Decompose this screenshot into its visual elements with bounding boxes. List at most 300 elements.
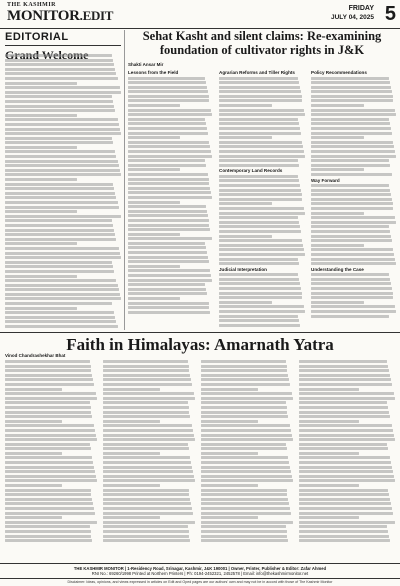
text-line — [219, 230, 301, 233]
text-line — [103, 411, 189, 414]
text-line — [5, 539, 92, 542]
text-line — [311, 168, 364, 171]
text-line — [219, 118, 298, 121]
text-line — [201, 392, 292, 395]
text-line — [128, 219, 209, 222]
text-line — [128, 187, 210, 190]
text-line — [5, 521, 97, 524]
text-line — [128, 201, 180, 204]
text-line — [128, 81, 206, 84]
text-line — [5, 169, 120, 172]
text-line — [5, 91, 121, 94]
text-line — [299, 424, 392, 427]
text-line — [299, 535, 389, 538]
text-line — [5, 397, 97, 400]
text-line — [103, 484, 160, 487]
text-line — [128, 224, 209, 227]
text-line — [299, 525, 387, 528]
text-line — [5, 128, 120, 131]
text-line — [299, 461, 391, 464]
text-line — [5, 137, 112, 140]
text-line — [5, 265, 113, 268]
text-line — [103, 461, 191, 464]
text-line — [299, 443, 387, 446]
text-line — [201, 406, 287, 409]
text-line — [5, 369, 91, 372]
text-line — [219, 164, 299, 167]
text-line — [311, 141, 393, 144]
text-line — [5, 325, 118, 328]
text-line — [299, 420, 359, 423]
feature-byline: Shakti Ansar Mir — [128, 62, 164, 67]
text-line — [5, 479, 97, 482]
text-line — [219, 296, 302, 299]
text-line — [299, 470, 393, 473]
text-line — [128, 210, 207, 213]
text-line — [128, 242, 205, 245]
text-line — [5, 302, 112, 305]
text-line — [128, 168, 180, 171]
text-line — [5, 132, 121, 135]
text-line — [5, 155, 116, 158]
text-line — [5, 316, 115, 319]
footer-disclaimer: Disclaimer: Ideas, opinions, and views expressed in articles on Edit and Oped pages are our authors' own and may not be in accord with those of The Kashmir Monitor — [0, 578, 400, 584]
text-line — [201, 447, 287, 450]
text-line — [201, 452, 258, 455]
text-line — [299, 365, 388, 368]
text-line — [5, 82, 77, 85]
text-line — [219, 175, 298, 178]
text-line — [5, 388, 62, 391]
pilgrimage-body-col-1 — [5, 360, 97, 560]
text-line — [5, 447, 91, 450]
text-line — [5, 118, 118, 121]
editorial-body — [5, 54, 121, 329]
text-line — [128, 127, 207, 130]
text-line — [311, 207, 393, 210]
text-line — [5, 196, 116, 199]
text-line — [103, 392, 194, 395]
text-line — [219, 141, 302, 144]
text-line — [128, 99, 209, 102]
text-line — [128, 251, 207, 254]
text-line — [219, 155, 305, 158]
masthead — [0, 0, 400, 29]
text-line — [219, 77, 298, 80]
text-line — [5, 383, 94, 386]
text-line — [5, 443, 90, 446]
feature-subhead: Agrarian Reforms and Tiller Rights — [219, 70, 295, 75]
text-line — [201, 502, 289, 505]
text-line — [299, 493, 389, 496]
text-line — [201, 475, 292, 478]
text-line — [311, 202, 393, 205]
text-line — [311, 113, 396, 116]
text-line — [5, 365, 91, 368]
text-line — [128, 141, 209, 144]
text-line — [311, 278, 390, 281]
text-line — [5, 123, 119, 126]
text-line — [219, 287, 301, 290]
text-line — [219, 179, 299, 182]
text-line — [311, 122, 390, 125]
text-line — [5, 411, 91, 414]
text-line — [5, 210, 77, 213]
text-line — [5, 424, 94, 427]
text-line — [128, 122, 206, 125]
text-line — [201, 365, 287, 368]
text-line — [299, 521, 395, 524]
text-line — [219, 253, 305, 256]
text-line — [103, 383, 192, 386]
text-line — [219, 305, 304, 308]
text-line — [219, 315, 298, 318]
text-line — [311, 273, 389, 276]
text-line — [103, 438, 195, 441]
text-line — [201, 397, 293, 400]
text-line — [219, 202, 272, 205]
text-line — [5, 146, 77, 149]
text-line — [219, 262, 299, 265]
text-line — [201, 443, 286, 446]
text-line — [299, 539, 390, 542]
text-line — [299, 360, 387, 363]
text-line — [219, 244, 303, 247]
text-line — [299, 502, 391, 505]
text-line — [103, 498, 190, 501]
editorial-rule — [5, 45, 121, 46]
text-line — [5, 311, 114, 314]
pilgrimage-body-col-3 — [201, 360, 293, 560]
feature-body-col-2 — [219, 69, 305, 329]
text-line — [5, 187, 114, 190]
text-line — [299, 406, 388, 409]
text-line — [219, 319, 299, 322]
text-line — [219, 258, 298, 261]
text-line — [103, 535, 189, 538]
text-line — [103, 360, 188, 363]
text-line — [5, 535, 91, 538]
text-line — [128, 145, 210, 148]
text-line — [103, 447, 189, 450]
text-line — [201, 498, 288, 501]
text-line — [219, 95, 302, 98]
text-line — [5, 238, 116, 241]
text-line — [201, 521, 293, 524]
text-line — [5, 288, 119, 291]
text-line — [5, 470, 95, 473]
text-line — [5, 484, 62, 487]
text-line — [5, 100, 113, 103]
text-line — [311, 221, 396, 224]
text-line — [201, 411, 287, 414]
column-divider — [124, 30, 125, 330]
text-line — [311, 109, 395, 112]
text-line — [299, 429, 393, 432]
text-line — [103, 374, 190, 377]
text-line — [128, 214, 208, 217]
text-line — [219, 239, 302, 242]
text-line — [5, 360, 90, 363]
pilgrimage-byline: Vinod Chandrashekhar Bhat — [5, 353, 66, 358]
text-line — [5, 516, 62, 519]
text-line — [128, 306, 209, 309]
text-line — [311, 248, 393, 251]
text-line — [201, 466, 290, 469]
text-line — [103, 388, 160, 391]
text-line — [128, 279, 212, 282]
text-line — [5, 420, 62, 423]
text-line — [5, 173, 121, 176]
text-line — [299, 507, 392, 510]
feature-subhead: Understanding the Case — [311, 266, 364, 272]
text-line — [311, 118, 389, 121]
text-line — [219, 104, 272, 107]
text-line — [128, 150, 211, 153]
text-line — [219, 282, 300, 285]
text-line — [311, 164, 390, 167]
feature-subhead: Way Forward — [311, 177, 340, 183]
text-line — [5, 466, 94, 469]
text-line — [103, 507, 192, 510]
text-line — [5, 493, 91, 496]
text-line — [128, 155, 212, 158]
text-line — [5, 183, 113, 186]
text-line — [5, 77, 118, 80]
text-line — [128, 104, 180, 107]
text-line — [128, 256, 208, 259]
text-line — [128, 164, 206, 167]
text-line — [219, 184, 300, 187]
text-line — [103, 512, 193, 515]
text-line — [5, 68, 115, 71]
text-line — [5, 456, 92, 459]
text-line — [103, 502, 191, 505]
brand-main: MONITOR — [7, 8, 80, 24]
text-line — [103, 434, 194, 437]
text-line — [311, 230, 390, 233]
text-line — [128, 159, 205, 162]
text-line — [5, 489, 91, 492]
pilgrimage-body-col-4 — [299, 360, 395, 560]
text-line — [311, 262, 396, 265]
text-line — [311, 282, 391, 285]
text-line — [103, 516, 160, 519]
feature-body-col-1 — [128, 69, 212, 329]
text-line — [5, 160, 118, 163]
text-line — [299, 438, 395, 441]
text-line — [5, 406, 91, 409]
text-line — [103, 530, 189, 533]
text-line — [299, 466, 392, 469]
text-line — [5, 95, 112, 98]
text-line — [5, 374, 92, 377]
text-line — [201, 530, 287, 533]
text-line — [219, 122, 299, 125]
text-line — [219, 292, 302, 295]
text-line — [5, 275, 77, 278]
text-line — [103, 378, 191, 381]
text-line — [219, 198, 302, 201]
text-line — [299, 489, 388, 492]
text-line — [311, 310, 396, 313]
text-line — [5, 502, 93, 505]
text-line — [5, 320, 116, 323]
text-line — [201, 434, 292, 437]
text-line — [128, 292, 207, 295]
pilgrimage-headline: Faith in Himalayas: Amarnath Yatra — [0, 332, 400, 355]
text-line — [201, 378, 289, 381]
text-line — [219, 127, 300, 130]
text-line — [128, 113, 212, 116]
text-line — [5, 54, 112, 57]
text-line — [219, 273, 298, 276]
text-line — [103, 420, 160, 423]
text-line — [201, 489, 287, 492]
text-line — [201, 484, 258, 487]
text-line — [128, 228, 210, 231]
text-line — [103, 365, 189, 368]
text-line — [128, 191, 211, 194]
text-line — [5, 215, 121, 218]
text-line — [5, 206, 119, 209]
text-line — [5, 434, 96, 437]
brand-section: .EDIT — [79, 8, 114, 23]
text-line — [5, 72, 116, 75]
text-line — [5, 141, 113, 144]
text-line — [5, 63, 114, 66]
text-line — [128, 173, 208, 176]
text-line — [299, 479, 395, 482]
text-line — [219, 113, 305, 116]
text-line — [201, 383, 290, 386]
text-line — [128, 205, 206, 208]
text-line — [5, 192, 115, 195]
text-line — [103, 452, 160, 455]
text-line — [219, 193, 302, 196]
text-line — [219, 81, 299, 84]
text-line — [311, 145, 394, 148]
text-line — [219, 248, 304, 251]
text-line — [5, 256, 121, 259]
text-line — [5, 525, 90, 528]
text-line — [103, 415, 190, 418]
text-line — [5, 59, 113, 62]
text-line — [201, 415, 288, 418]
text-line — [219, 310, 305, 313]
text-line — [299, 512, 393, 515]
text-line — [299, 434, 394, 437]
text-line — [299, 383, 392, 386]
feature-subhead: Judicial Interpretation — [219, 266, 267, 272]
text-line — [311, 198, 392, 201]
text-line — [201, 401, 286, 404]
feature-subhead: Policy Recommendations — [311, 70, 367, 75]
text-line — [201, 493, 287, 496]
text-line — [5, 229, 114, 232]
text-line — [311, 77, 389, 80]
text-line — [311, 173, 392, 176]
text-line — [5, 415, 92, 418]
text-line — [5, 201, 118, 204]
text-line — [311, 292, 393, 295]
text-line — [311, 155, 396, 158]
text-line — [5, 392, 96, 395]
text-line — [299, 388, 359, 391]
text-line — [5, 224, 113, 227]
text-line — [5, 284, 118, 287]
text-line — [5, 270, 114, 273]
text-line — [311, 193, 391, 196]
text-line — [128, 86, 207, 89]
text-line — [201, 438, 293, 441]
text-line — [311, 90, 392, 93]
text-line — [5, 475, 96, 478]
feature-subhead: Lessons from the Field — [128, 70, 179, 75]
text-line — [311, 189, 390, 192]
text-line — [128, 90, 208, 93]
text-line — [311, 305, 395, 308]
text-line — [103, 493, 189, 496]
text-line — [219, 212, 305, 215]
text-line — [103, 525, 188, 528]
text-line — [311, 212, 364, 215]
text-line — [5, 109, 115, 112]
text-line — [103, 466, 192, 469]
text-line — [201, 525, 286, 528]
text-line — [103, 424, 192, 427]
text-line — [311, 253, 394, 256]
text-line — [201, 429, 291, 432]
text-line — [5, 452, 62, 455]
text-line — [5, 307, 77, 310]
text-line — [201, 374, 288, 377]
text-line — [311, 159, 389, 162]
text-line — [299, 516, 359, 519]
text-line — [299, 401, 387, 404]
editorial-tag: EDITORIAL — [5, 31, 69, 43]
text-line — [128, 237, 212, 240]
text-line — [5, 261, 112, 264]
issue-date: JULY 04, 2025 — [330, 14, 374, 21]
text-line — [103, 406, 189, 409]
text-line — [128, 118, 205, 121]
text-line — [128, 246, 206, 249]
text-line — [103, 443, 188, 446]
text-line — [201, 479, 293, 482]
feature-body-col-3 — [311, 69, 396, 329]
text-line — [201, 539, 288, 542]
page-number: 5 — [384, 3, 396, 25]
text-line — [103, 475, 194, 478]
text-line — [219, 235, 272, 238]
text-line — [219, 278, 299, 281]
text-line — [128, 311, 210, 314]
text-line — [103, 401, 188, 404]
text-line — [5, 438, 97, 441]
text-line — [311, 81, 390, 84]
text-line — [311, 225, 389, 228]
text-line — [311, 216, 395, 219]
text-line — [299, 378, 391, 381]
text-line — [5, 114, 77, 117]
text-line — [201, 535, 287, 538]
text-line — [128, 302, 209, 305]
text-line — [311, 258, 395, 261]
text-line — [201, 456, 288, 459]
text-line — [311, 296, 393, 299]
text-line — [311, 150, 395, 153]
